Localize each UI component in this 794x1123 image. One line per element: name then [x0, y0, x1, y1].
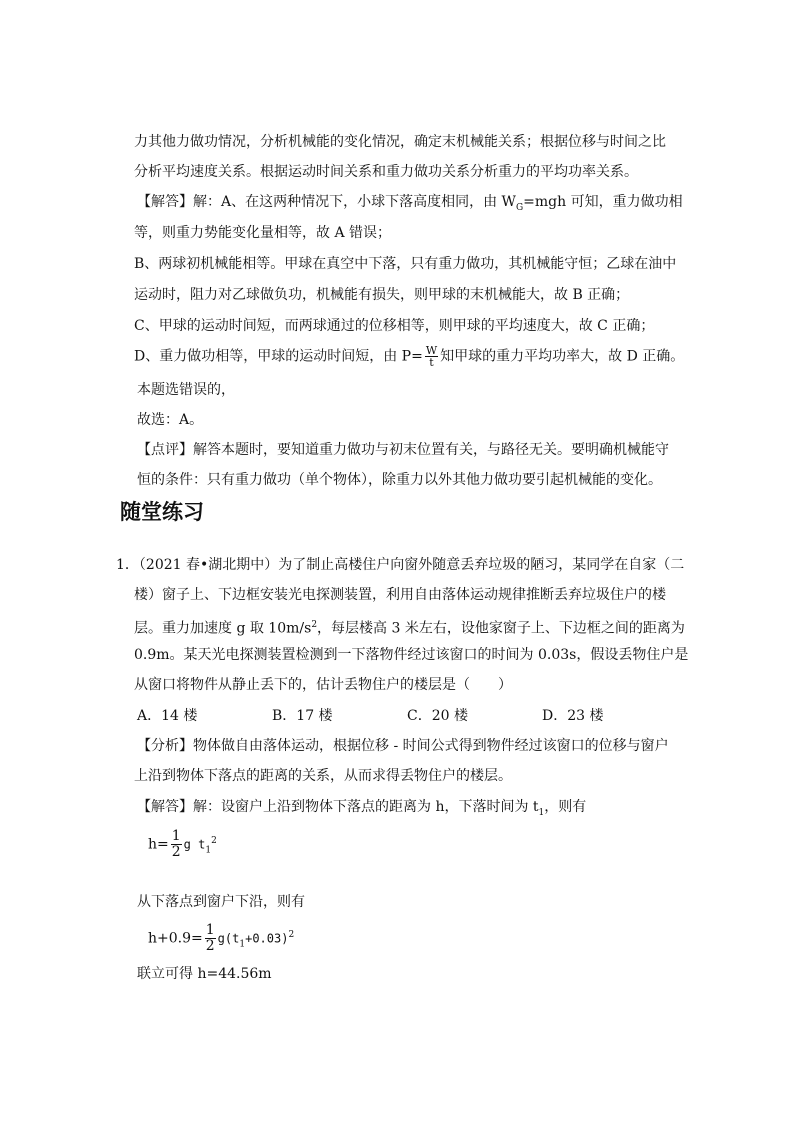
final-answer: 故选：A。: [137, 412, 204, 428]
analysis-line: 上沿到物体下落点的距离的关系，从而求得丢物住户的楼层。: [134, 768, 512, 784]
text-line: 分析平均速度关系。根据运动时间关系和重力做功关系分析重力的平均功率关系。: [134, 164, 638, 180]
question-stem: 从窗口将物件从静止丢下的，估计丢物住户的楼层是（ ）: [134, 677, 512, 693]
text-line: 等，则重力势能变化量相等，故 A 错误；: [134, 225, 392, 241]
option-d: D．23 楼: [542, 708, 604, 724]
text-line: C、甲球的运动时间短，而两球通过的位移相等，则甲球的平均速度大，故 C 正确；: [134, 318, 655, 334]
question-stem: 层。重力加速度 g 取 $10m/s^2$，每层楼高 3 米左右，设他家窗子上、下边框之间的距离为: [134, 620, 685, 637]
equation-1: h= $\frac{1}{2}$ g $t_1^2$: [148, 828, 217, 861]
text-line: 运动时，阻力对乙球做负功，机械能有损失，则甲球的末机械能大，故 B 正确；: [134, 287, 630, 303]
comment-line: 恒的条件：只有重力做功（单个物体），除重力以外其他力做功要引起机械能的变化。: [137, 472, 662, 488]
comment-line: 【点评】解答本题时，要知道重力做功与初末位置有关，与路径无关。要明确机械能守: [137, 442, 669, 458]
text-line: B、两球初机械能相等。甲球在真空中下落，只有重力做功，其机械能守恒；乙球在油中: [134, 256, 677, 272]
question-stem: 0.9m。某天光电探测装置检测到一下落物件经过该窗口的时间为 0.03s，假设丢物住户是: [134, 647, 689, 663]
option-c: C．20 楼: [407, 708, 468, 724]
solution-line: 从下落点到窗户下沿，则有: [137, 894, 305, 910]
solution-line: 【解答】解：设窗户上沿到物体下落点的距离为 h，下落时间为 $t_1$，则有: [137, 799, 587, 818]
analysis-line: 【分析】物体做自由落体运动，根据位移 - 时间公式得到物件经过该窗口的位移与窗户: [137, 738, 669, 754]
answer-line: 【解答】解：A、在这两种情况下，小球下落高度相同，由 $W_G=mgh$ 可知，重力做功相: [137, 194, 683, 213]
text-line: 本题选错误的，: [137, 382, 235, 398]
option-b: B．17 楼: [272, 708, 333, 724]
question-stem: 楼）窗子上、下边框安装光电探测装置，利用自由落体运动规律推断丢弃垃圾住户的楼: [134, 587, 666, 603]
option-a: A．14 楼: [137, 708, 198, 724]
question-stem: 1．（2021 春•湖北期中）为了制止高楼住户向窗外随意丢弃垃圾的陋习，某同学在自家（二: [116, 557, 685, 573]
solution-result: 联立可得 h=44.56m: [137, 966, 272, 982]
equation-2: h+0.9= $\frac{1}{2}$ $g(t_1+0.03)^2$: [148, 922, 295, 955]
formula-line: D、重力做功相等，甲球的运动时间短，由 P= $\frac{W}{t}$ 知甲球的重力平均功率大，故 D 正确。: [134, 344, 685, 369]
section-title: 随堂练习: [120, 500, 204, 524]
text-line: 力其他力做功情况，分析机械能的变化情况，确定末机械能关系；根据位移与时间之比: [134, 134, 666, 150]
